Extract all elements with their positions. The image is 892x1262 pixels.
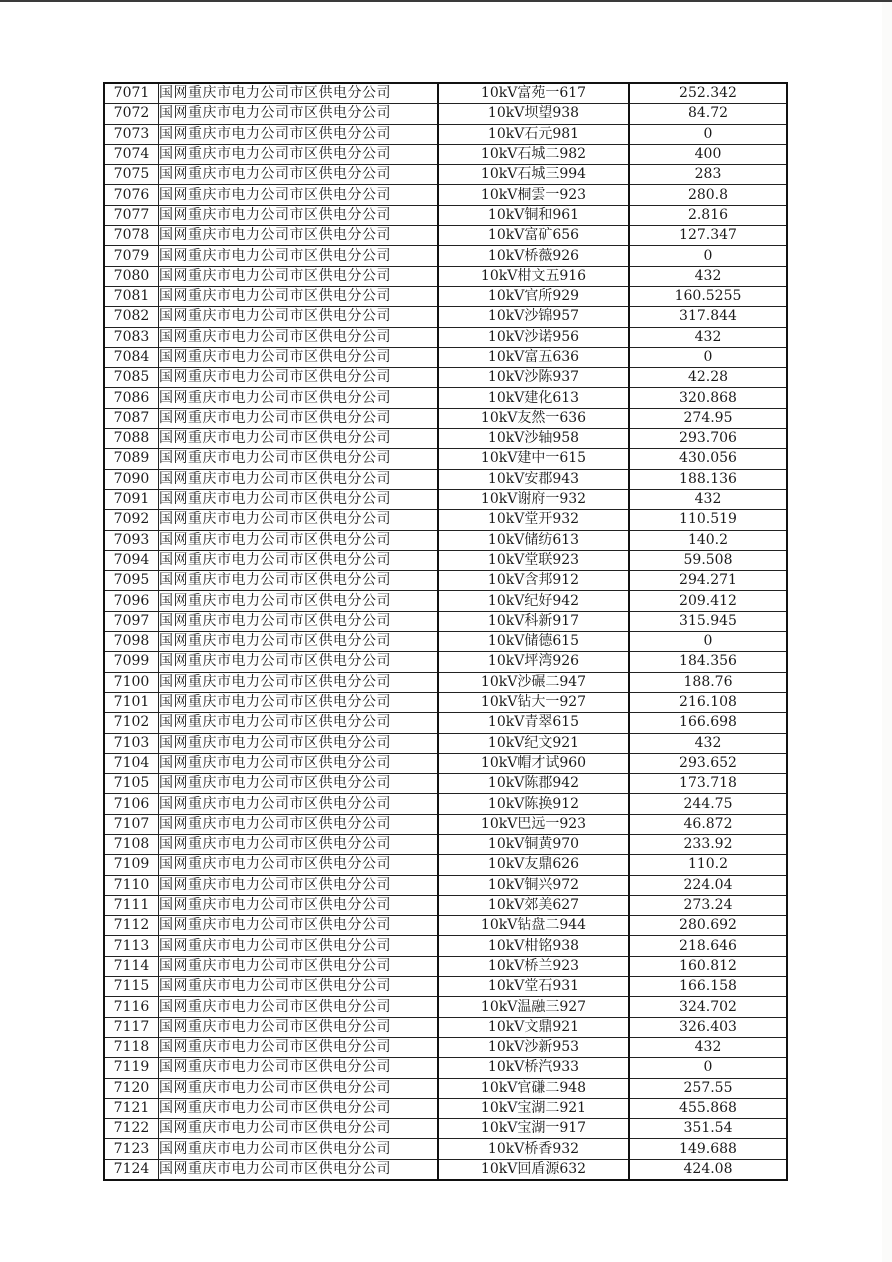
line-name-cell: 10kV沙碾二947 <box>438 672 629 692</box>
value-cell: 293.652 <box>629 753 787 773</box>
company-cell: 国网重庆市电力公司市区供电分公司 <box>159 753 439 773</box>
table-row <box>104 855 787 875</box>
line-name-cell: 10kV柑文五916 <box>438 266 629 286</box>
table-row <box>104 1058 787 1078</box>
company-cell: 国网重庆市电力公司市区供电分公司 <box>159 977 439 997</box>
value-cell: 294.271 <box>629 571 787 591</box>
row-id-cell: 7086 <box>104 388 159 408</box>
line-name-cell: 10kV友鼎626 <box>438 855 629 875</box>
row-id-cell: 7082 <box>104 307 159 327</box>
company-cell: 国网重庆市电力公司市区供电分公司 <box>159 347 439 367</box>
line-name-cell: 10kV帽才试960 <box>438 753 629 773</box>
value-cell: 188.136 <box>629 469 787 489</box>
table-row <box>104 327 787 347</box>
value-cell: 110.519 <box>629 510 787 530</box>
line-name-cell: 10kV沙锦957 <box>438 307 629 327</box>
row-id-cell: 7110 <box>104 875 159 895</box>
company-cell: 国网重庆市电力公司市区供电分公司 <box>159 1159 439 1180</box>
line-name-cell: 10kV桐雲一923 <box>438 185 629 205</box>
value-cell: 455.868 <box>629 1098 787 1118</box>
value-cell: 432 <box>629 266 787 286</box>
table-row <box>104 1139 787 1159</box>
table-row <box>104 469 787 489</box>
row-id-cell: 7095 <box>104 571 159 591</box>
row-id-cell: 7079 <box>104 246 159 266</box>
line-name-cell: 10kV沙陈937 <box>438 368 629 388</box>
row-id-cell: 7093 <box>104 530 159 550</box>
line-name-cell: 10kV储德615 <box>438 632 629 652</box>
row-id-cell: 7111 <box>104 895 159 915</box>
company-cell: 国网重庆市电力公司市区供电分公司 <box>159 469 439 489</box>
table-row <box>104 916 787 936</box>
row-id-cell: 7073 <box>104 124 159 144</box>
value-cell: 432 <box>629 1037 787 1057</box>
row-id-cell: 7107 <box>104 814 159 834</box>
company-cell: 国网重庆市电力公司市区供电分公司 <box>159 530 439 550</box>
value-cell: 59.508 <box>629 550 787 570</box>
line-name-cell: 10kV石元981 <box>438 124 629 144</box>
row-id-cell: 7123 <box>104 1139 159 1159</box>
line-name-cell: 10kV文鼎921 <box>438 1017 629 1037</box>
company-cell: 国网重庆市电力公司市区供电分公司 <box>159 286 439 306</box>
row-id-cell: 7108 <box>104 834 159 854</box>
line-name-cell: 10kV桥香932 <box>438 1139 629 1159</box>
company-cell: 国网重庆市电力公司市区供电分公司 <box>159 855 439 875</box>
row-id-cell: 7089 <box>104 449 159 469</box>
line-name-cell: 10kV富矿656 <box>438 226 629 246</box>
value-cell: 216.108 <box>629 692 787 712</box>
company-cell: 国网重庆市电力公司市区供电分公司 <box>159 794 439 814</box>
line-name-cell: 10kV石城二982 <box>438 144 629 164</box>
company-cell: 国网重庆市电力公司市区供电分公司 <box>159 1037 439 1057</box>
value-cell: 188.76 <box>629 672 787 692</box>
table-row <box>104 774 787 794</box>
table-row <box>104 692 787 712</box>
line-name-cell: 10kV铜和961 <box>438 205 629 225</box>
row-id-cell: 7094 <box>104 550 159 570</box>
value-cell: 0 <box>629 1058 787 1078</box>
table-row <box>104 956 787 976</box>
row-id-cell: 7074 <box>104 144 159 164</box>
line-name-cell: 10kV桥薇926 <box>438 246 629 266</box>
company-cell: 国网重庆市电力公司市区供电分公司 <box>159 307 439 327</box>
table-body <box>104 83 787 1180</box>
company-cell: 国网重庆市电力公司市区供电分公司 <box>159 1078 439 1098</box>
company-cell: 国网重庆市电力公司市区供电分公司 <box>159 429 439 449</box>
row-id-cell: 7116 <box>104 997 159 1017</box>
row-id-cell: 7096 <box>104 591 159 611</box>
line-name-cell: 10kV建中一615 <box>438 449 629 469</box>
row-id-cell: 7085 <box>104 368 159 388</box>
company-cell: 国网重庆市电力公司市区供电分公司 <box>159 774 439 794</box>
company-cell: 国网重庆市电力公司市区供电分公司 <box>159 956 439 976</box>
line-name-cell: 10kV铜黄970 <box>438 834 629 854</box>
value-cell: 0 <box>629 124 787 144</box>
line-name-cell: 10kV石城三994 <box>438 165 629 185</box>
company-cell: 国网重庆市电力公司市区供电分公司 <box>159 997 439 1017</box>
value-cell: 320.868 <box>629 388 787 408</box>
row-id-cell: 7091 <box>104 489 159 509</box>
table-row <box>104 347 787 367</box>
row-id-cell: 7122 <box>104 1119 159 1139</box>
value-cell: 280.8 <box>629 185 787 205</box>
table-row <box>104 530 787 550</box>
row-id-cell: 7076 <box>104 185 159 205</box>
table-row <box>104 733 787 753</box>
company-cell: 国网重庆市电力公司市区供电分公司 <box>159 368 439 388</box>
row-id-cell: 7106 <box>104 794 159 814</box>
table-row <box>104 165 787 185</box>
row-id-cell: 7101 <box>104 692 159 712</box>
line-name-cell: 10kV青翠615 <box>438 713 629 733</box>
company-cell: 国网重庆市电力公司市区供电分公司 <box>159 83 439 104</box>
line-name-cell: 10kV建化613 <box>438 388 629 408</box>
table-row <box>104 408 787 428</box>
company-cell: 国网重庆市电力公司市区供电分公司 <box>159 388 439 408</box>
company-cell: 国网重庆市电力公司市区供电分公司 <box>159 895 439 915</box>
value-cell: 244.75 <box>629 794 787 814</box>
table-row <box>104 1098 787 1118</box>
line-name-cell: 10kV坝望938 <box>438 104 629 124</box>
line-name-cell: 10kV钻大一927 <box>438 692 629 712</box>
table-row <box>104 185 787 205</box>
row-id-cell: 7071 <box>104 83 159 104</box>
table-row <box>104 429 787 449</box>
table-row <box>104 713 787 733</box>
page-top-border <box>0 0 892 2</box>
company-cell: 国网重庆市电力公司市区供电分公司 <box>159 266 439 286</box>
company-cell: 国网重庆市电力公司市区供电分公司 <box>159 1058 439 1078</box>
value-cell: 317.844 <box>629 307 787 327</box>
line-name-cell: 10kV科新917 <box>438 611 629 631</box>
row-id-cell: 7072 <box>104 104 159 124</box>
row-id-cell: 7124 <box>104 1159 159 1180</box>
table-row <box>104 144 787 164</box>
value-cell: 280.692 <box>629 916 787 936</box>
table-row <box>104 104 787 124</box>
row-id-cell: 7104 <box>104 753 159 773</box>
table-row <box>104 997 787 1017</box>
table-row <box>104 611 787 631</box>
company-cell: 国网重庆市电力公司市区供电分公司 <box>159 571 439 591</box>
table-row <box>104 814 787 834</box>
value-cell: 127.347 <box>629 226 787 246</box>
row-id-cell: 7109 <box>104 855 159 875</box>
row-id-cell: 7121 <box>104 1098 159 1118</box>
value-cell: 326.403 <box>629 1017 787 1037</box>
value-cell: 252.342 <box>629 83 787 104</box>
row-id-cell: 7118 <box>104 1037 159 1057</box>
row-id-cell: 7117 <box>104 1017 159 1037</box>
table-row <box>104 307 787 327</box>
value-cell: 140.2 <box>629 530 787 550</box>
value-cell: 293.706 <box>629 429 787 449</box>
line-name-cell: 10kV沙轴958 <box>438 429 629 449</box>
value-cell: 424.08 <box>629 1159 787 1180</box>
row-id-cell: 7103 <box>104 733 159 753</box>
company-cell: 国网重庆市电力公司市区供电分公司 <box>159 814 439 834</box>
company-cell: 国网重庆市电力公司市区供电分公司 <box>159 104 439 124</box>
value-cell: 315.945 <box>629 611 787 631</box>
value-cell: 110.2 <box>629 855 787 875</box>
row-id-cell: 7112 <box>104 916 159 936</box>
value-cell: 283 <box>629 165 787 185</box>
table-row <box>104 266 787 286</box>
line-name-cell: 10kV堂联923 <box>438 550 629 570</box>
row-id-cell: 7092 <box>104 510 159 530</box>
line-name-cell: 10kV陈换912 <box>438 794 629 814</box>
page-right-edge <box>882 2 892 1262</box>
row-id-cell: 7084 <box>104 347 159 367</box>
table-row <box>104 652 787 672</box>
row-id-cell: 7087 <box>104 408 159 428</box>
company-cell: 国网重庆市电力公司市区供电分公司 <box>159 834 439 854</box>
line-name-cell: 10kV官所929 <box>438 286 629 306</box>
value-cell: 2.816 <box>629 205 787 225</box>
row-id-cell: 7119 <box>104 1058 159 1078</box>
company-cell: 国网重庆市电力公司市区供电分公司 <box>159 611 439 631</box>
table-row <box>104 205 787 225</box>
value-cell: 42.28 <box>629 368 787 388</box>
row-id-cell: 7100 <box>104 672 159 692</box>
row-id-cell: 7088 <box>104 429 159 449</box>
table-row <box>104 672 787 692</box>
table-row <box>104 1078 787 1098</box>
value-cell: 166.698 <box>629 713 787 733</box>
table-row <box>104 449 787 469</box>
row-id-cell: 7097 <box>104 611 159 631</box>
value-cell: 324.702 <box>629 997 787 1017</box>
company-cell: 国网重庆市电力公司市区供电分公司 <box>159 550 439 570</box>
value-cell: 351.54 <box>629 1119 787 1139</box>
line-name-cell: 10kV坪湾926 <box>438 652 629 672</box>
line-name-cell: 10kV纪文921 <box>438 733 629 753</box>
row-id-cell: 7078 <box>104 226 159 246</box>
table-row <box>104 794 787 814</box>
row-id-cell: 7077 <box>104 205 159 225</box>
company-cell: 国网重庆市电力公司市区供电分公司 <box>159 713 439 733</box>
company-cell: 国网重庆市电力公司市区供电分公司 <box>159 165 439 185</box>
row-id-cell: 7114 <box>104 956 159 976</box>
company-cell: 国网重庆市电力公司市区供电分公司 <box>159 936 439 956</box>
line-name-cell: 10kV桥汽933 <box>438 1058 629 1078</box>
value-cell: 0 <box>629 347 787 367</box>
value-cell: 233.92 <box>629 834 787 854</box>
line-name-cell: 10kV铜兴972 <box>438 875 629 895</box>
value-cell: 218.646 <box>629 936 787 956</box>
table-row <box>104 83 787 104</box>
value-cell: 432 <box>629 489 787 509</box>
value-cell: 0 <box>629 246 787 266</box>
value-cell: 173.718 <box>629 774 787 794</box>
row-id-cell: 7080 <box>104 266 159 286</box>
line-name-cell: 10kV富苑一617 <box>438 83 629 104</box>
company-cell: 国网重庆市电力公司市区供电分公司 <box>159 124 439 144</box>
value-cell: 160.812 <box>629 956 787 976</box>
value-cell: 84.72 <box>629 104 787 124</box>
value-cell: 432 <box>629 327 787 347</box>
row-id-cell: 7115 <box>104 977 159 997</box>
table-row <box>104 489 787 509</box>
table-row <box>104 226 787 246</box>
value-cell: 400 <box>629 144 787 164</box>
company-cell: 国网重庆市电力公司市区供电分公司 <box>159 1119 439 1139</box>
company-cell: 国网重庆市电力公司市区供电分公司 <box>159 672 439 692</box>
table-row <box>104 124 787 144</box>
table-row <box>104 1017 787 1037</box>
value-cell: 166.158 <box>629 977 787 997</box>
line-name-cell: 10kV沙新953 <box>438 1037 629 1057</box>
table-row <box>104 875 787 895</box>
line-name-cell: 10kV纪好942 <box>438 591 629 611</box>
line-name-cell: 10kV郊美627 <box>438 895 629 915</box>
table-row <box>104 368 787 388</box>
row-id-cell: 7120 <box>104 1078 159 1098</box>
row-id-cell: 7099 <box>104 652 159 672</box>
line-name-cell: 10kV巴远一923 <box>438 814 629 834</box>
value-cell: 46.872 <box>629 814 787 834</box>
line-name-cell: 10kV储纺613 <box>438 530 629 550</box>
table-row <box>104 977 787 997</box>
table-row <box>104 571 787 591</box>
line-name-cell: 10kV柑铭938 <box>438 936 629 956</box>
row-id-cell: 7090 <box>104 469 159 489</box>
company-cell: 国网重庆市电力公司市区供电分公司 <box>159 1139 439 1159</box>
line-name-cell: 10kV温融三927 <box>438 997 629 1017</box>
value-cell: 184.356 <box>629 652 787 672</box>
row-id-cell: 7083 <box>104 327 159 347</box>
row-id-cell: 7098 <box>104 632 159 652</box>
company-cell: 国网重庆市电力公司市区供电分公司 <box>159 733 439 753</box>
line-name-cell: 10kV堂石931 <box>438 977 629 997</box>
line-name-cell: 10kV堂开932 <box>438 510 629 530</box>
line-name-cell: 10kV钻盘二944 <box>438 916 629 936</box>
company-cell: 国网重庆市电力公司市区供电分公司 <box>159 591 439 611</box>
row-id-cell: 7113 <box>104 936 159 956</box>
company-cell: 国网重庆市电力公司市区供电分公司 <box>159 1017 439 1037</box>
value-cell: 273.24 <box>629 895 787 915</box>
value-cell: 274.95 <box>629 408 787 428</box>
table-row <box>104 1159 787 1180</box>
value-cell: 0 <box>629 632 787 652</box>
table-row <box>104 936 787 956</box>
value-cell: 430.056 <box>629 449 787 469</box>
table-row <box>104 1037 787 1057</box>
line-name-cell: 10kV友然一636 <box>438 408 629 428</box>
data-table <box>103 82 788 1181</box>
table-row <box>104 834 787 854</box>
row-id-cell: 7102 <box>104 713 159 733</box>
company-cell: 国网重庆市电力公司市区供电分公司 <box>159 652 439 672</box>
row-id-cell: 7105 <box>104 774 159 794</box>
company-cell: 国网重庆市电力公司市区供电分公司 <box>159 246 439 266</box>
company-cell: 国网重庆市电力公司市区供电分公司 <box>159 327 439 347</box>
company-cell: 国网重庆市电力公司市区供电分公司 <box>159 692 439 712</box>
line-name-cell: 10kV宝湖一917 <box>438 1119 629 1139</box>
company-cell: 国网重庆市电力公司市区供电分公司 <box>159 449 439 469</box>
table-row <box>104 632 787 652</box>
company-cell: 国网重庆市电力公司市区供电分公司 <box>159 205 439 225</box>
company-cell: 国网重庆市电力公司市区供电分公司 <box>159 408 439 428</box>
company-cell: 国网重庆市电力公司市区供电分公司 <box>159 632 439 652</box>
table-row <box>104 286 787 306</box>
line-name-cell: 10kV谢府一932 <box>438 489 629 509</box>
table-row <box>104 510 787 530</box>
line-name-cell: 10kV宝湖二921 <box>438 1098 629 1118</box>
table-row <box>104 895 787 915</box>
value-cell: 160.5255 <box>629 286 787 306</box>
table-row <box>104 550 787 570</box>
company-cell: 国网重庆市电力公司市区供电分公司 <box>159 875 439 895</box>
table-row <box>104 246 787 266</box>
table-row <box>104 1119 787 1139</box>
value-cell: 257.55 <box>629 1078 787 1098</box>
table-row <box>104 591 787 611</box>
row-id-cell: 7081 <box>104 286 159 306</box>
company-cell: 国网重庆市电力公司市区供电分公司 <box>159 510 439 530</box>
company-cell: 国网重庆市电力公司市区供电分公司 <box>159 916 439 936</box>
company-cell: 国网重庆市电力公司市区供电分公司 <box>159 185 439 205</box>
line-name-cell: 10kV富五636 <box>438 347 629 367</box>
company-cell: 国网重庆市电力公司市区供电分公司 <box>159 1098 439 1118</box>
value-cell: 224.04 <box>629 875 787 895</box>
company-cell: 国网重庆市电力公司市区供电分公司 <box>159 489 439 509</box>
value-cell: 149.688 <box>629 1139 787 1159</box>
value-cell: 432 <box>629 733 787 753</box>
line-name-cell: 10kV官磏二948 <box>438 1078 629 1098</box>
row-id-cell: 7075 <box>104 165 159 185</box>
company-cell: 国网重庆市电力公司市区供电分公司 <box>159 144 439 164</box>
company-cell: 国网重庆市电力公司市区供电分公司 <box>159 226 439 246</box>
line-name-cell: 10kV回盾源632 <box>438 1159 629 1180</box>
line-name-cell: 10kV桥兰923 <box>438 956 629 976</box>
value-cell: 209.412 <box>629 591 787 611</box>
table-row <box>104 753 787 773</box>
line-name-cell: 10kV含邦912 <box>438 571 629 591</box>
line-name-cell: 10kV陈郡942 <box>438 774 629 794</box>
line-name-cell: 10kV沙诺956 <box>438 327 629 347</box>
line-name-cell: 10kV安郡943 <box>438 469 629 489</box>
table-row <box>104 388 787 408</box>
